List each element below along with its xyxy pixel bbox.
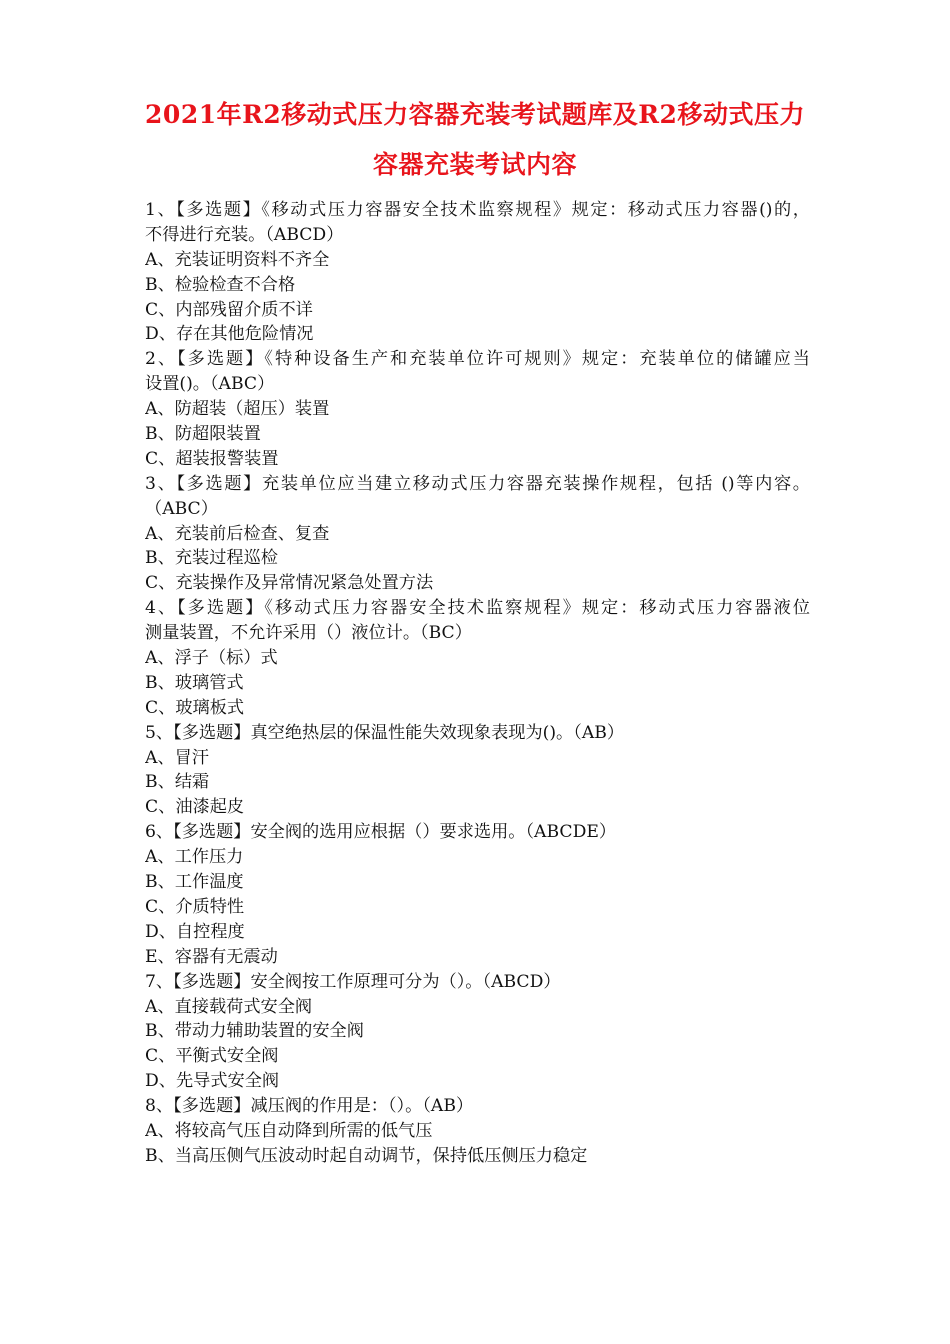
answer-option: C、内部残留介质不详 <box>145 299 313 320</box>
answer-option: A、防超装（超压）装置 <box>145 399 330 420</box>
answer-option: D、存在其他危险情况 <box>145 324 314 345</box>
question-text: 7、【多选题】安全阀按工作原理可分为（）。（ABCD） <box>145 971 561 992</box>
question-text: 6、【多选题】安全阀的选用应根据（）要求选用。（ABCDE） <box>145 822 617 843</box>
answer-option: B、防超限装置 <box>145 424 261 445</box>
question-text: 4、【多选题】《移动式压力容器安全技术监察规程》规定：移动式压力容器液位 <box>145 598 810 619</box>
answer-option: C、介质特性 <box>145 896 245 917</box>
answer-option: B、当高压侧气压波动时起自动调节，保持低压侧压力稳定 <box>145 1145 588 1166</box>
answer-option: C、玻璃板式 <box>145 697 245 718</box>
answer-option: C、超装报警装置 <box>145 448 279 469</box>
answer-option: B、结霜 <box>145 772 210 793</box>
document-title-line-1: 2021年R2移动式压力容器充装考试题库及R2移动式压力 <box>145 100 805 129</box>
answer-option: A、将较高气压自动降到所需的低气压 <box>145 1120 433 1141</box>
question-text: 不得进行充装。（ABCD） <box>145 224 344 245</box>
answer-option: B、充装过程巡检 <box>145 548 278 569</box>
question-text: 2、【多选题】《特种设备生产和充装单位许可规则》规定：充装单位的储罐应当 <box>145 349 810 370</box>
answer-option: B、工作温度 <box>145 872 244 893</box>
answer-option: A、冒汗 <box>145 747 209 768</box>
answer-option: A、充装证明资料不齐全 <box>145 249 330 270</box>
answer-option: B、检验检查不合格 <box>145 274 296 295</box>
question-text: 5、【多选题】真空绝热层的保温性能失效现象表现为()。（AB） <box>145 722 625 743</box>
answer-option: E、容器有无震动 <box>145 946 278 967</box>
question-text: 设置()。（ABC） <box>145 374 275 395</box>
question-text: 1、【多选题】《移动式压力容器安全技术监察规程》规定：移动式压力容器()的， <box>145 200 810 220</box>
document-title-line-2: 容器充装考试内容 <box>372 150 577 179</box>
answer-option: C、平衡式安全阀 <box>145 1046 279 1067</box>
answer-option: D、自控程度 <box>145 921 245 942</box>
question-text: （ABC） <box>145 498 218 519</box>
answer-option: C、油漆起皮 <box>145 797 245 818</box>
answer-option: D、先导式安全阀 <box>145 1071 280 1092</box>
answer-option: A、充装前后检查、复查 <box>145 523 330 544</box>
question-text: 测量装置，不允许采用（）液位计。（BC） <box>145 623 472 644</box>
answer-option: A、工作压力 <box>145 847 244 868</box>
question-text: 8、【多选题】减压阀的作用是：（）。（AB） <box>145 1096 474 1117</box>
answer-option: A、直接载荷式安全阀 <box>145 996 313 1017</box>
answer-option: B、玻璃管式 <box>145 672 244 693</box>
answer-option: B、带动力辅助装置的安全阀 <box>145 1021 364 1042</box>
question-text: 3、【多选题】充装单位应当建立移动式压力容器充装操作规程，包括 ()等内容。 <box>145 473 810 494</box>
answer-option: C、充装操作及异常情况紧急处置方法 <box>145 573 434 594</box>
answer-option: A、浮子（标）式 <box>145 648 278 669</box>
question-list <box>145 198 810 1169</box>
